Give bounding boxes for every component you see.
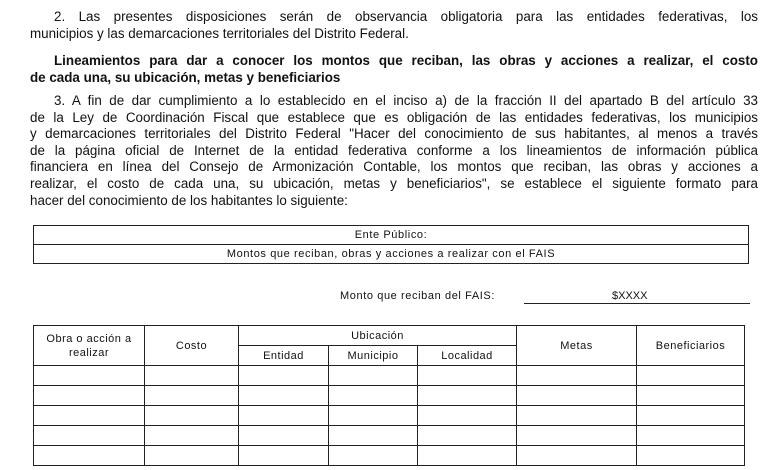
monto-value: $XXXX <box>612 290 648 302</box>
table-row <box>34 426 745 446</box>
paragraph-2 <box>30 9 758 42</box>
table-row <box>34 406 745 426</box>
header-metas: Metas <box>517 326 637 366</box>
montos-obras-label: Montos que reciban, obras y acciones a realizar con el FAIS <box>34 244 748 263</box>
header-obra-line-1: Obra o acción a <box>46 332 132 345</box>
paragraph-3 <box>30 93 758 209</box>
paragraph-3-line: realizar, el costo de cada una, su ubicación, metas y beneficiarios", se establece el siguiente formato para <box>30 175 758 191</box>
header-municipio: Municipio <box>329 346 418 366</box>
fais-table <box>33 325 745 466</box>
header-box <box>33 225 749 264</box>
section-heading <box>30 52 758 86</box>
header-localidad: Localidad <box>418 346 517 366</box>
header-entidad: Entidad <box>239 346 329 366</box>
paragraph-3-line: hacer del conocimiento de los habitantes lo siguiente: <box>30 192 348 208</box>
header-ubicacion: Ubicación <box>239 326 517 346</box>
header-beneficiarios: Beneficiarios <box>637 326 745 366</box>
table-row <box>34 366 745 386</box>
section-heading-line-2: de cada una, su ubicación, metas y beneficiarios <box>30 70 341 85</box>
section-heading-line-1: Lineamientos para dar a conocer los montos que reciban, las obras y acciones a realizar, el costo <box>54 53 758 68</box>
monto-label: Monto que reciban del FAIS: <box>340 290 496 302</box>
table-row <box>34 446 745 466</box>
paragraph-3-line: y demarcaciones territoriales del Distrito Federal "Hacer del conocimiento de sus habitantes, al menos a través <box>30 126 758 142</box>
table-row <box>34 386 745 406</box>
paragraph-3-line: de la Ley de Coordinación Fiscal que establece que es obligación de las entidades federativas, los municipios <box>30 109 758 125</box>
paragraph-2-line-2: municipios y las demarcaciones territoriales del Distrito Federal. <box>30 25 409 41</box>
header-obra-line-2: realizar <box>68 346 110 359</box>
paragraph-2-line-1: 2. Las presentes disposiciones serán de observancia obligatoria para las entidades federativas, los <box>54 9 758 24</box>
paragraph-3-line: financiera en línea del Consejo de Armonización Contable, los montos que reciban, las obras y acciones a <box>30 159 758 175</box>
header-costo: Costo <box>145 326 239 366</box>
paragraph-3-line: 3. A fin de dar cumplimiento a lo establecido en el inciso a) de la fracción II del apartado B del artículo 33 <box>54 93 758 108</box>
monto-underline <box>524 303 750 304</box>
ente-publico-label: Ente Público: <box>354 229 428 241</box>
header-obra <box>34 326 145 366</box>
paragraph-3-line: de la página oficial de Internet de la entidad federativa conforme a los lineamientos de información pública <box>30 142 758 158</box>
